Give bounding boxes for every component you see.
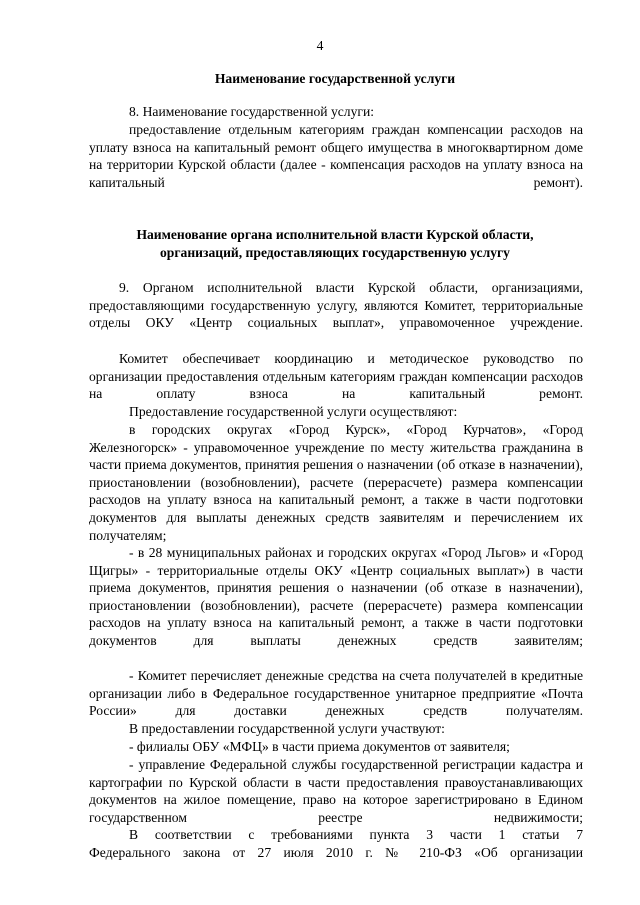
paragraph-mfc: - филиалы ОБУ «МФЦ» в части приема документов от заявителя; xyxy=(129,739,510,754)
paragraph-8-title: 8. Наименование государственной услуги: xyxy=(129,104,374,119)
paragraph-law-line-1: В соответствии с требованиями пункта 3 части 1 статьи 7 xyxy=(129,827,583,842)
paragraph-municipal-districts: - в 28 муниципальных районах и городских округах «Город Льгов» и «Город Щигры» - территориальные отделы ОКУ «Центр социальных выплат») в части приема документов, принятия решения о назначении (об отказе в назначении), приостановлении (возобновлении), расчете (перерасчете) размера компенсации расходов на уплату взноса на капитальный ремонт, а также в части подготовки документов для выплаты денежных средств заявителям; xyxy=(89,545,583,648)
heading-service-name: Наименование государственной услуги xyxy=(214,71,456,86)
paragraph-city-districts: в городских округах «Город Курск», «Город Курчатов», «Город Железногорск» - управомоченное учреждение по месту жительства гражданина в части приема документов, принятия решения о назначении (об отказе в назначении), приостановлении (возобновлении), расчете (перерасчете) размера компенсации расходов на уплату взноса на капитальный ремонт, а также в части подготовки документов для выплаты денежных средств заявителям и перечислением их получателям; xyxy=(89,422,583,543)
paragraph-rosreestr: - управление Федеральной службы государственной регистрации кадастра и картографии по Курской области в части предоставления правоустанавливающих документов на жилое помещение, право на которое зарегистрировано в Едином государственном реестре недвижимости; xyxy=(89,757,583,825)
page-number: 4 xyxy=(316,38,324,53)
paragraph-participants: В предоставлении государственной услуги участвуют: xyxy=(129,721,445,736)
heading-authority-line-2: организаций, предоставляющих государственную услугу xyxy=(160,244,510,260)
paragraph-8-body: предоставление отдельным категориям граждан компенсации расходов на уплату взноса на капитальный ремонт общего имущества в многоквартирном доме на территории Курской области (далее - компенсация расходов на уплату взноса на капитальный ремонт). xyxy=(89,122,583,190)
heading-authority xyxy=(80,226,590,261)
paragraph-law-line-2: Федерального закона от 27 июля 2010 г. № 210-ФЗ «Об организации xyxy=(89,844,583,860)
paragraph-provided-by: Предоставление государственной услуги осуществляют: xyxy=(129,404,458,419)
paragraph-funds-transfer: - Комитет перечисляет денежные средства на счета получателей в кредитные организации либо в Федеральное государственное унитарное предприятие «Почта России» для доставки денежных средств получателям. xyxy=(89,668,583,719)
heading-authority-line-1: Наименование органа исполнительной власти Курской области, xyxy=(136,227,534,242)
paragraph-9: 9. Органом исполнительной власти Курской области, организациями, предоставляющими государственную услугу, являются Комитет, территориальные отделы ОКУ «Центр социальных выплат», управомоченное учреждение. xyxy=(89,280,583,331)
paragraph-law xyxy=(89,826,583,861)
paragraph-committee: Комитет обеспечивает координацию и методическое руководство по организации предоставления отдельным категориям граждан компенсации расходов на оплату взноса на капитальный ремонт. xyxy=(89,351,583,402)
